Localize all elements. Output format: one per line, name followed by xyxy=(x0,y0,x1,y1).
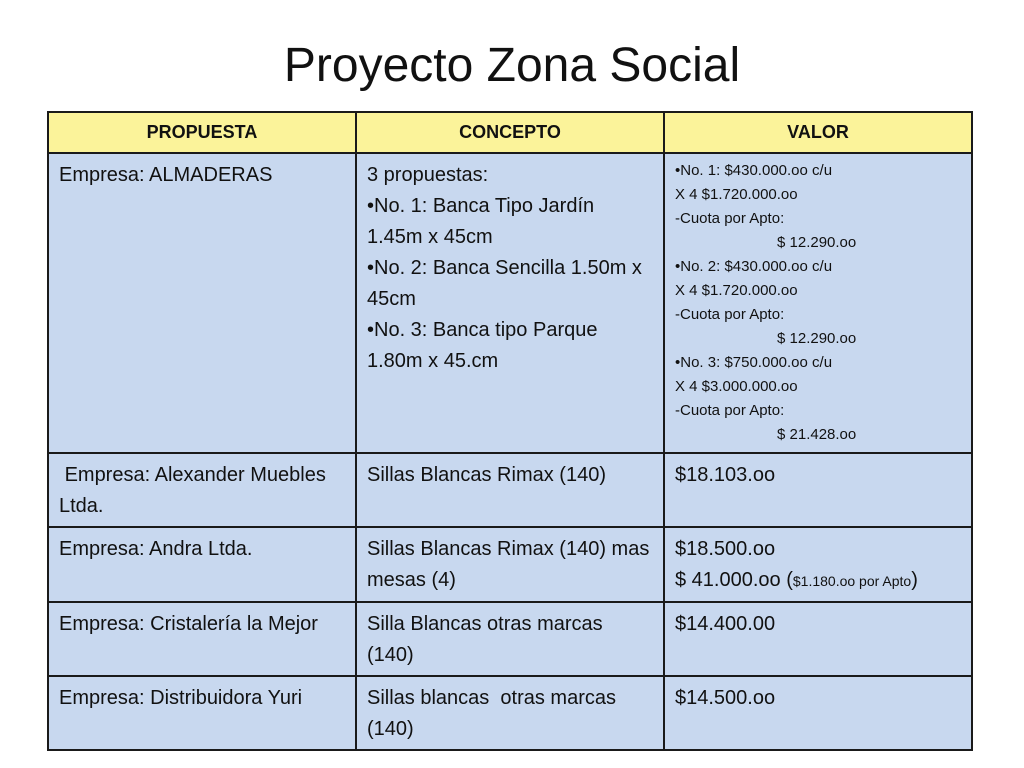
table-row xyxy=(48,153,972,453)
valor-list xyxy=(675,159,961,447)
cell-concepto: Sillas blancas otras marcas (140) xyxy=(356,676,664,750)
cell-valor: $18.103.oo xyxy=(664,453,972,527)
header-concepto: CONCEPTO xyxy=(356,112,664,153)
cell-valor: $14.400.00 xyxy=(664,602,972,676)
valor-line: $18.500.oo xyxy=(675,538,776,560)
valor-line: X 4 $1.720.000.oo xyxy=(675,282,798,299)
valor-paren-close: ) xyxy=(911,569,918,591)
valor-line: •No. 2: $430.000.oo c/u xyxy=(675,258,833,275)
valor-amount: $ 41.000.oo ( xyxy=(675,569,793,591)
cell-valor: $14.500.oo xyxy=(664,676,972,750)
valor-line: •No. 1: $430.000.oo c/u xyxy=(675,162,833,179)
valor-line: X 4 $3.000.000.oo xyxy=(675,378,798,395)
cell-valor xyxy=(664,153,972,453)
valor-line: X 4 $1.720.000.oo xyxy=(675,186,798,203)
table-row xyxy=(48,453,972,527)
valor-line: $ 12.290.oo xyxy=(777,234,857,251)
cell-concepto: Sillas Blancas Rimax (140) xyxy=(356,453,664,527)
concepto-line: •No. 3: Banca tipo Parque 1.80m x 45.cm xyxy=(367,319,598,372)
cell-valor xyxy=(664,527,972,602)
cell-propuesta: Empresa: Andra Ltda. xyxy=(48,527,356,602)
cell-propuesta: Empresa: Alexander Muebles Ltda. xyxy=(48,453,356,527)
slide-title: Proyecto Zona Social xyxy=(283,39,741,92)
table-row xyxy=(48,527,972,602)
valor-line: -Cuota por Apto: xyxy=(675,210,785,227)
cell-propuesta: Empresa: ALMADERAS xyxy=(48,153,356,453)
table-header-row xyxy=(48,112,972,153)
table-row xyxy=(48,676,972,750)
valor-line xyxy=(675,565,961,597)
proposals-table xyxy=(47,111,973,751)
header-propuesta: PROPUESTA xyxy=(48,112,356,153)
valor-line: •No. 3: $750.000.oo c/u xyxy=(675,354,833,371)
concepto-line: •No. 2: Banca Sencilla 1.50m x 45cm xyxy=(367,257,642,310)
cell-concepto: Silla Blancas otras marcas (140) xyxy=(356,602,664,676)
valor-line: $ 12.290.oo xyxy=(777,330,857,347)
cell-propuesta: Empresa: Distribuidora Yuri xyxy=(48,676,356,750)
valor-line: -Cuota por Apto: xyxy=(675,402,785,419)
header-valor: VALOR xyxy=(664,112,972,153)
valor-per-apto: $1.180.oo por Apto xyxy=(792,573,912,589)
valor-line: -Cuota por Apto: xyxy=(675,306,785,323)
cell-concepto xyxy=(356,153,664,453)
table-row xyxy=(48,602,972,676)
cell-propuesta: Empresa: Cristalería la Mejor xyxy=(48,602,356,676)
concepto-line: 3 propuestas: xyxy=(367,164,489,186)
cell-concepto: Sillas Blancas Rimax (140) mas mesas (4) xyxy=(356,527,664,602)
valor-line: $ 21.428.oo xyxy=(777,426,857,443)
concepto-line: •No. 1: Banca Tipo Jardín 1.45m x 45cm xyxy=(367,195,595,248)
